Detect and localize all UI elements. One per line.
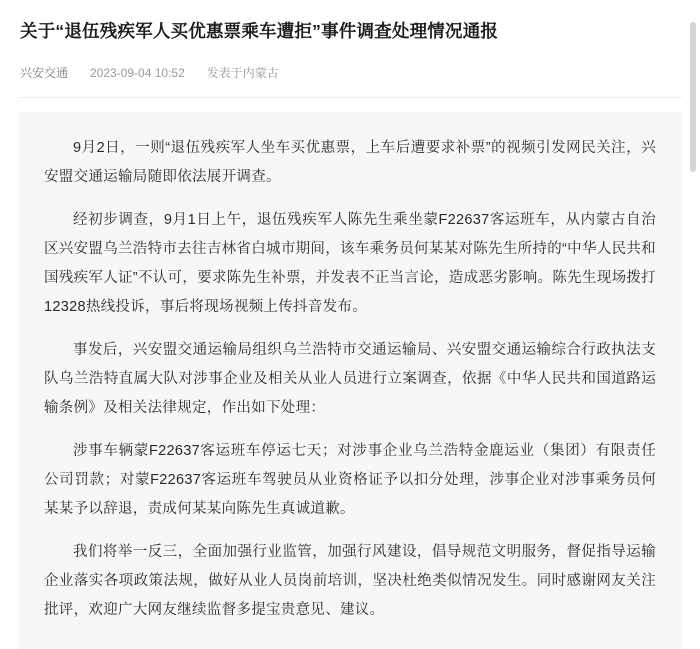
meta-location: 发表于内蒙古 [206,66,279,81]
article-paragraph: 经初步调查，9月1日上午，退伍残疾军人陈先生乘坐蒙F22637客运班车，从内蒙古自治区兴安盟乌兰浩特市去往吉林省白城市期间，该车乘务员何某某对陈先生所持的“中华人民共和国残疾军人证”不认可，要求陈先生补票，并发表不正当言论，造成恶劣影响。陈先生现场拨打12328热线投诉，事后将现场视频上传抖音发布。 [44,212,656,316]
article-paragraph: 我们将举一反三，全面加强行业监管，加强行风建设，倡导规范文明服务，督促指导运输企业落实各项政策法规，做好从业人员岗前培训，坚决杜绝类似情况发生。同时感谢网友关注批评，欢迎广大网友继续监督多提宝贵意见、建议。 [44,544,656,619]
header-divider [18,97,682,98]
article-meta [18,64,682,81]
meta-source[interactable]: 兴安交通 [20,66,69,81]
meta-date: 2023-09-04 10:52 [90,65,185,80]
article-paragraph: 事发后，兴安盟交通运输局组织乌兰浩特市交通运输局、兴安盟交通运输综合行政执法支队乌兰浩特直属大队对涉事企业及相关从业人员进行立案调查，依据《中华人民共和国道路运输条例》及相关法律规定，作出如下处理： [44,342,656,417]
page-scrollbar[interactable] [692,18,698,582]
page-title: 关于“退伍残疾军人买优惠票乘车遭拒”事件调查处理情况通报 [20,21,499,41]
article-body [18,112,682,649]
article-paragraph: 涉事车辆蒙F22637客运班车停运七天；对涉事企业乌兰浩特金鹿运业（集团）有限责任公司罚款；对蒙F22637客运班车驾驶员从业资格证予以扣分处理，涉事企业对涉事乘务员何某某予以辞退，责成何某某向陈先生真诚道歉。 [44,443,656,518]
article-page [0,18,700,619]
article-paragraph: 9月2日，一则“退伍残疾军人坐车买优惠票，上车后遭要求补票”的视频引发网民关注，兴安盟交通运输局随即依法展开调查。 [44,140,656,186]
scrollbar-thumb[interactable] [690,22,696,172]
